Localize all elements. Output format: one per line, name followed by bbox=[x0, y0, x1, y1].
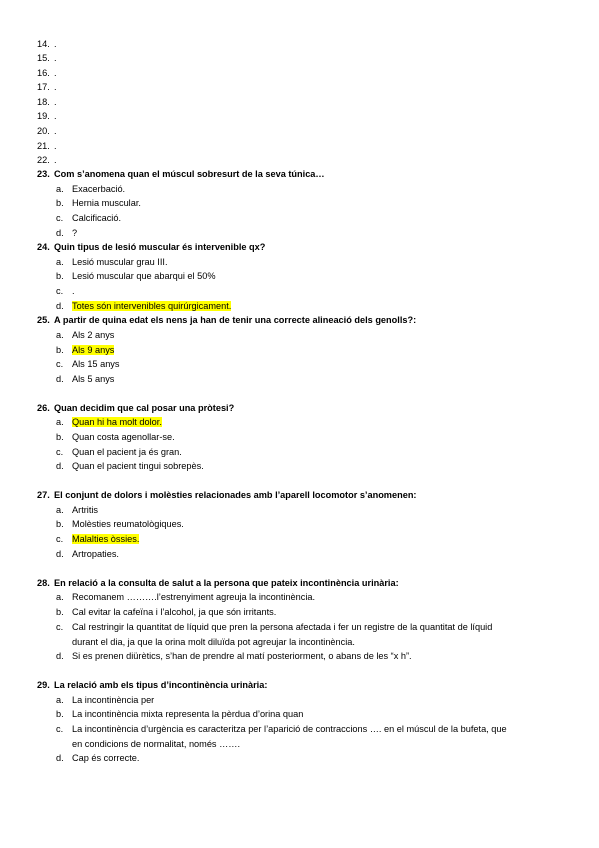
answer-text: Artropaties. bbox=[72, 549, 119, 559]
answer-text: Cap és correcte. bbox=[72, 753, 140, 763]
answer-option bbox=[56, 373, 114, 385]
answer-letter: d. bbox=[56, 301, 64, 311]
answer-letter: a. bbox=[56, 257, 64, 267]
question-number: 29. bbox=[37, 680, 50, 690]
answer-letter: c. bbox=[56, 213, 64, 223]
answer-option bbox=[56, 183, 125, 195]
item-text: . bbox=[54, 126, 57, 136]
answer-continuation bbox=[72, 738, 240, 750]
answer-option bbox=[56, 446, 182, 458]
answer-option bbox=[56, 460, 204, 472]
question-text: A partir de quina edat els nens ja han de tenir una correcte alineació dels genolls?: bbox=[54, 315, 417, 325]
answer-option bbox=[56, 300, 231, 312]
answer-option bbox=[56, 270, 216, 282]
answer-option bbox=[56, 197, 141, 209]
answer-text: Quan el pacient tingui sobrepès. bbox=[72, 461, 204, 471]
answer-option bbox=[56, 416, 162, 428]
answer-text: Quan hi ha molt dolor. bbox=[72, 417, 162, 427]
empty-item bbox=[37, 67, 57, 79]
answer-text: Malalties òssies. bbox=[72, 534, 140, 544]
answer-option bbox=[56, 621, 492, 633]
item-text: . bbox=[54, 53, 57, 63]
answer-text: ? bbox=[72, 228, 78, 238]
answer-letter: c. bbox=[56, 534, 64, 544]
answer-option bbox=[56, 212, 121, 224]
answer-letter: b. bbox=[56, 519, 64, 529]
answer-text: Artritis bbox=[72, 505, 99, 515]
question-29 bbox=[37, 679, 267, 691]
question-number: 24. bbox=[37, 242, 50, 252]
answer-option bbox=[56, 285, 75, 297]
answer-letter: d. bbox=[56, 228, 64, 238]
empty-item bbox=[37, 140, 57, 152]
question-text: La relació amb els tipus d’incontinència urinària: bbox=[54, 680, 268, 690]
answer-text: Recomanem ……….l’estrenyiment agreuja la incontinència. bbox=[72, 592, 316, 602]
question-text: Com s’anomena quan el múscul sobresurt de la seva túnica… bbox=[54, 169, 325, 179]
question-number: 23. bbox=[37, 169, 50, 179]
empty-item bbox=[37, 125, 57, 137]
answer-letter: b. bbox=[56, 271, 64, 281]
item-number: 15. bbox=[37, 53, 50, 63]
answer-text: Exacerbació. bbox=[72, 184, 126, 194]
item-number: 19. bbox=[37, 111, 50, 121]
answer-text: Als 2 anys bbox=[72, 330, 115, 340]
answer-letter: a. bbox=[56, 417, 64, 427]
answer-letter: b. bbox=[56, 607, 64, 617]
answer-option bbox=[56, 591, 315, 603]
answer-letter: b. bbox=[56, 198, 64, 208]
answer-letter: a. bbox=[56, 695, 64, 705]
answer-text-continued: en condicions de normalitat, només ……. bbox=[72, 738, 241, 749]
answer-text: Calcificació. bbox=[72, 213, 122, 223]
item-number: 17. bbox=[37, 82, 50, 92]
answer-option bbox=[56, 694, 154, 706]
answer-letter: b. bbox=[56, 709, 64, 719]
item-number: 18. bbox=[37, 97, 50, 107]
item-text: . bbox=[54, 141, 57, 151]
question-text: Quan decidim que cal posar una pròtesi? bbox=[54, 403, 235, 413]
answer-continuation bbox=[72, 636, 355, 648]
answer-letter: a. bbox=[56, 505, 64, 515]
answer-option bbox=[56, 344, 114, 356]
answer-text: Als 9 anys bbox=[72, 345, 115, 355]
answer-option bbox=[56, 227, 77, 239]
question-number: 25. bbox=[37, 315, 50, 325]
question-27 bbox=[37, 489, 417, 501]
item-text: . bbox=[54, 82, 57, 92]
answer-letter: d. bbox=[56, 753, 64, 763]
question-25 bbox=[37, 314, 416, 326]
question-text: En relació a la consulta de salut a la persona que pateix incontinència urinària: bbox=[54, 578, 399, 588]
question-number: 26. bbox=[37, 403, 50, 413]
empty-item bbox=[37, 96, 57, 108]
answer-option bbox=[56, 358, 120, 370]
answer-option bbox=[56, 752, 139, 764]
answer-option bbox=[56, 431, 175, 443]
answer-letter: c. bbox=[56, 286, 64, 296]
answer-option bbox=[56, 548, 119, 560]
question-26 bbox=[37, 402, 234, 414]
question-number: 28. bbox=[37, 578, 50, 588]
item-number: 20. bbox=[37, 126, 50, 136]
answer-text: Hernia muscular. bbox=[72, 198, 141, 208]
answer-letter: d. bbox=[56, 549, 64, 559]
answer-text: Als 15 anys bbox=[72, 359, 120, 369]
answer-letter: d. bbox=[56, 461, 64, 471]
empty-item bbox=[37, 154, 57, 166]
item-number: 14. bbox=[37, 39, 50, 49]
answer-option bbox=[56, 518, 184, 530]
answer-option bbox=[56, 329, 114, 341]
empty-item bbox=[37, 52, 57, 64]
answer-text: La incontinència per bbox=[72, 695, 155, 705]
empty-item bbox=[37, 38, 57, 50]
answer-letter: c. bbox=[56, 622, 64, 632]
question-23 bbox=[37, 168, 325, 180]
answer-text: Quan costa agenollar-se. bbox=[72, 432, 175, 442]
answer-text: . bbox=[72, 286, 75, 296]
answer-text: La incontinència d’urgència es caracteritza per l’aparició de contraccions …. en el múscul de la bufeta, que bbox=[72, 724, 507, 734]
item-text: . bbox=[54, 97, 57, 107]
answer-text: Lesió muscular que abarqui el 50% bbox=[72, 271, 216, 281]
answer-letter: b. bbox=[56, 432, 64, 442]
item-text: . bbox=[54, 155, 57, 165]
empty-item bbox=[37, 110, 57, 122]
answer-option bbox=[56, 723, 507, 735]
answer-text: Totes són intervenibles quirúrgicament. bbox=[72, 301, 232, 311]
answer-option bbox=[56, 650, 412, 662]
answer-text: Lesió muscular grau III. bbox=[72, 257, 168, 267]
answer-letter: c. bbox=[56, 724, 64, 734]
answer-letter: a. bbox=[56, 592, 64, 602]
question-text: Quin tipus de lesió muscular és intervenible qx? bbox=[54, 242, 266, 252]
item-text: . bbox=[54, 111, 57, 121]
empty-item bbox=[37, 81, 57, 93]
answer-letter: b. bbox=[56, 345, 64, 355]
answer-letter: d. bbox=[56, 651, 64, 661]
answer-text-continued: durant el dia, ja que la orina molt diluïda pot agreujar la incontinència. bbox=[72, 636, 355, 647]
answer-letter: a. bbox=[56, 330, 64, 340]
answer-option bbox=[56, 708, 303, 720]
question-text: El conjunt de dolors i molèsties relacionades amb l’aparell locomotor s’anomenen: bbox=[54, 490, 417, 500]
question-24 bbox=[37, 241, 265, 253]
answer-text: Si es prenen diürètics, s’han de prendre al matí posteriorment, o abans de les “x h”. bbox=[72, 651, 412, 661]
item-text: . bbox=[54, 39, 57, 49]
answer-letter: c. bbox=[56, 359, 64, 369]
answer-letter: d. bbox=[56, 374, 64, 384]
answer-text: Als 5 anys bbox=[72, 374, 115, 384]
answer-option bbox=[56, 256, 168, 268]
answer-text: La incontinència mixta representa la pèrdua d’orina quan bbox=[72, 709, 304, 719]
item-text: . bbox=[54, 68, 57, 78]
answer-option bbox=[56, 504, 98, 516]
answer-letter: a. bbox=[56, 184, 64, 194]
answer-text: Quan el pacient ja és gran. bbox=[72, 447, 182, 457]
answer-text: Cal evitar la cafeïna i l’alcohol, ja que són irritants. bbox=[72, 607, 277, 617]
item-number: 16. bbox=[37, 68, 50, 78]
answer-text: Cal restringir la quantitat de líquid que pren la persona afectada i fer un registre de la quantitat de líquid bbox=[72, 622, 493, 632]
answer-text: Molèsties reumatològiques. bbox=[72, 519, 184, 529]
answer-letter: c. bbox=[56, 447, 64, 457]
item-number: 22. bbox=[37, 155, 50, 165]
question-28 bbox=[37, 577, 399, 589]
answer-option bbox=[56, 533, 139, 545]
question-number: 27. bbox=[37, 490, 50, 500]
item-number: 21. bbox=[37, 141, 50, 151]
answer-option bbox=[56, 606, 276, 618]
